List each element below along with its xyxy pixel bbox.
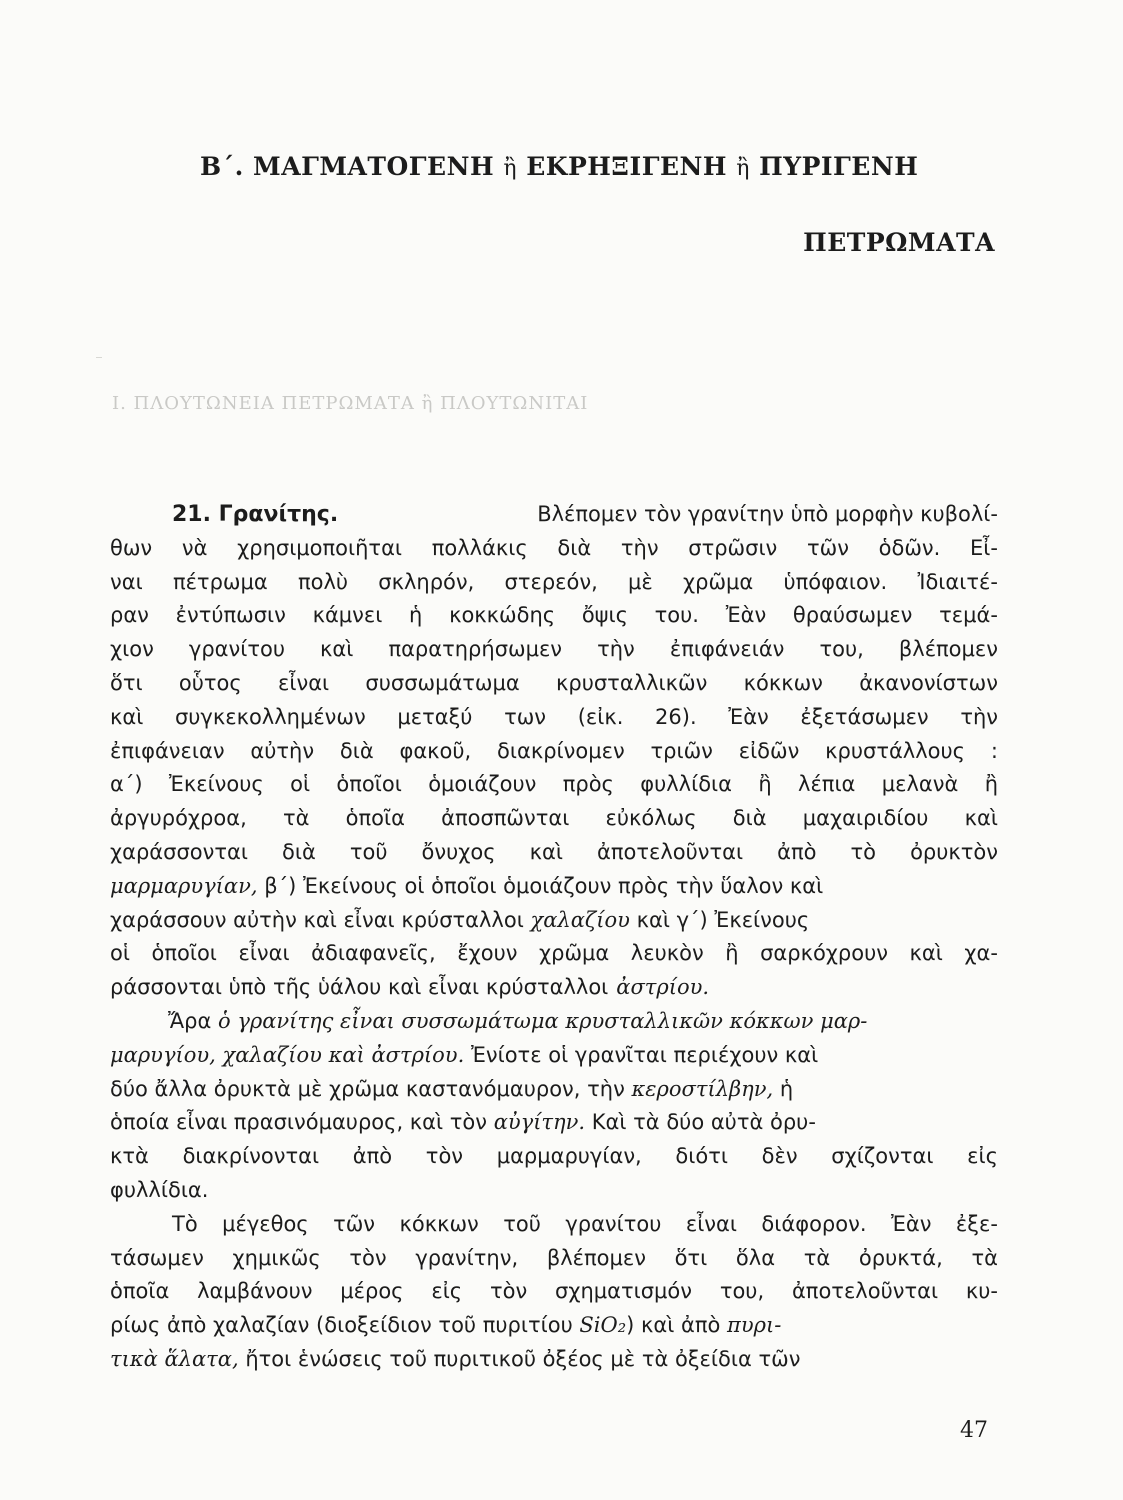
word: δὲν xyxy=(761,1144,798,1169)
word: πολλάκις xyxy=(431,535,528,560)
word: τάσωμεν xyxy=(110,1245,204,1270)
word: αὐτὴν xyxy=(250,738,315,763)
line-text: β΄) Ἐκείνους οἱ ὁποῖοι ὁμοιάζουν πρὸς τὴν ὕαλον καὶ xyxy=(264,873,824,898)
chapter-title-part-3: ΠΥΡΙΓΕΝΗ xyxy=(759,152,919,181)
italic-term: πυρι- xyxy=(727,1313,782,1338)
text-line xyxy=(110,1343,998,1377)
line-text: φυλλίδια. xyxy=(110,1177,209,1202)
word: ὄψις xyxy=(581,603,628,628)
text-line xyxy=(110,667,998,701)
word: διάφορον. xyxy=(761,1211,867,1236)
word: διὰ xyxy=(557,535,592,560)
text-line xyxy=(110,1309,998,1343)
word: γρανίτην, xyxy=(415,1245,519,1270)
word: Ἐκείνους xyxy=(168,772,264,797)
word: φυλλίδια xyxy=(640,772,732,797)
word: κόκκων xyxy=(399,1211,479,1236)
word: χρῶμα xyxy=(683,569,754,594)
word: εἰς xyxy=(431,1279,463,1304)
paragraph-number-text: 21. xyxy=(172,502,211,527)
line-text: Καὶ τὰ δύο αὐτὰ ὀρυ- xyxy=(591,1110,816,1135)
word: ἀργυρόχροα, xyxy=(110,806,247,831)
word: τὴν xyxy=(597,637,635,662)
word: τὴν xyxy=(620,535,659,560)
word: κρυστάλλους xyxy=(825,738,965,763)
word: ἐξε- xyxy=(955,1211,998,1236)
word: τὸν xyxy=(425,1144,464,1169)
word: τῶν xyxy=(333,1211,376,1236)
word: βλέπομεν xyxy=(546,1245,646,1270)
word: κόκκων xyxy=(743,670,823,695)
word: πέτρωμα xyxy=(172,569,268,594)
word: διότι xyxy=(675,1144,728,1169)
word: τὸν xyxy=(349,1245,387,1270)
line-text: Ἄρα xyxy=(168,1008,212,1033)
line-text: ἤτοι ἑνώσεις τοῦ πυριτικοῦ ὀξέος μὲ τὰ ὀξείδια τῶν xyxy=(245,1346,801,1371)
word: ἢ xyxy=(725,941,739,966)
word: ἐπιφάνειαν xyxy=(110,738,225,763)
text-line xyxy=(110,802,998,836)
chapter-title-conjunction-2: ἢ xyxy=(736,156,750,181)
word: πρὸς xyxy=(562,772,614,797)
text-line xyxy=(110,1242,998,1276)
word: εἰδῶν xyxy=(738,738,800,763)
word: σχηματισμόν xyxy=(555,1279,692,1304)
word: ἀκανονίστων xyxy=(859,670,998,695)
word: ὅτι xyxy=(110,670,143,695)
text-line xyxy=(110,1073,998,1107)
word: σκληρόν, xyxy=(378,569,475,594)
word: ὁποῖα xyxy=(110,1279,170,1304)
word: ἀπὸ xyxy=(352,1144,393,1169)
italic-term: κεροστίλβην, xyxy=(631,1076,774,1101)
word: ἐξετάσωμεν xyxy=(800,704,929,729)
word: θων xyxy=(110,535,153,560)
word: ναι xyxy=(110,569,143,594)
word: καὶ xyxy=(529,839,563,864)
text-line xyxy=(110,836,998,870)
word: φακοῦ, xyxy=(399,738,472,763)
word: συσσωμάτωμα xyxy=(365,670,520,695)
italic-term: ὁ γρανίτης εἶναι συσσωμάτωμα κρυσταλλικῶν κόκκων μαρ- xyxy=(218,1008,868,1033)
word: ἀποτελοῦνται xyxy=(791,1279,939,1304)
word: α΄) xyxy=(110,772,143,797)
word: νὰ xyxy=(181,535,208,560)
text-line xyxy=(110,735,998,769)
line-text: χαράσσουν αὐτὴν καὶ εἶναι κρύσταλλοι xyxy=(110,907,524,932)
word: ἡ xyxy=(409,603,423,628)
word: καὶ xyxy=(964,806,998,831)
word: χαράσσονται xyxy=(110,839,248,864)
text-line xyxy=(110,498,998,532)
word: ὄνυχος xyxy=(421,839,496,864)
word: θραύσωμεν xyxy=(792,603,913,628)
word: οἱ xyxy=(110,941,130,966)
word: μελανὰ xyxy=(881,772,959,797)
word: ἀδιαφανεῖς, xyxy=(311,941,436,966)
word: του, xyxy=(719,1279,765,1304)
word: σχίζονται xyxy=(831,1144,934,1169)
text-line xyxy=(110,1208,998,1242)
line-text: Βλέπομεν τὸν γρανίτην ὑπὸ μορφὴν κυβολί- xyxy=(537,502,998,526)
word: Τὸ xyxy=(172,1211,198,1236)
chapter-title-part-1: Β΄. ΜΑΓΜΑΤΟΓΕΝΗ xyxy=(200,152,495,181)
word: μαρμαρυγίαν, xyxy=(496,1144,642,1169)
word: μέγεθος xyxy=(222,1211,309,1236)
word: ὁποῖοι xyxy=(151,941,217,966)
word: στερεόν, xyxy=(504,569,598,594)
text-line xyxy=(110,937,998,971)
word: ὅτι xyxy=(674,1245,708,1270)
word: τὰ xyxy=(803,1245,831,1270)
word: ἢ xyxy=(758,772,772,797)
word: μὲ xyxy=(628,569,653,594)
word: συγκεκολλημένων xyxy=(174,704,366,729)
word: κτὰ xyxy=(110,1144,149,1169)
word: εἶναι xyxy=(238,941,290,966)
page-number: 47 xyxy=(960,1418,988,1443)
word: γρανίτου xyxy=(565,1211,662,1236)
text-line xyxy=(110,1174,998,1208)
word: του. xyxy=(654,603,699,628)
word: τριῶν xyxy=(650,738,713,763)
text-line xyxy=(110,1005,998,1039)
italic-term: χαλαζίου xyxy=(530,907,630,932)
word: τοῦ xyxy=(503,1211,541,1236)
text-line xyxy=(110,1039,998,1073)
word: τοῦ xyxy=(349,839,388,864)
word: εἶναι xyxy=(278,670,330,695)
text-line xyxy=(110,701,998,735)
word: διὰ xyxy=(732,806,767,831)
word: κάμνει xyxy=(312,603,383,628)
word: τὴν xyxy=(960,704,998,729)
line-text: δύο ἄλλα ὀρυκτὰ μὲ χρῶμα καστανόμαυρον, τὴν xyxy=(110,1076,625,1101)
word: ραν xyxy=(110,603,149,628)
chemical-formula: SiO₂ xyxy=(579,1313,627,1338)
text-line xyxy=(110,566,998,600)
paragraph-number xyxy=(172,498,338,532)
word: ἐπιφάνειάν xyxy=(669,637,785,662)
text-line xyxy=(110,1106,998,1140)
word: Ἐὰν xyxy=(725,603,767,628)
word: διακρίνομεν xyxy=(497,738,625,763)
line-text: ρίως ἀπὸ χαλαζίαν (διοξείδιον τοῦ πυριτίου xyxy=(110,1313,573,1338)
word: χημικῶς xyxy=(232,1245,321,1270)
word: ὑπόφαιον. xyxy=(783,569,888,594)
word: 26). xyxy=(655,704,697,729)
italic-term: μαρμαρυγίαν, xyxy=(110,873,258,898)
word: ὁποῖα xyxy=(345,806,405,831)
italic-term: ἀστρίου. xyxy=(616,975,710,1000)
line-text: Ἐνίοτε οἱ γρανῖται περιέχουν καὶ xyxy=(470,1042,819,1067)
word: διὰ xyxy=(339,738,374,763)
word: του, xyxy=(819,637,864,662)
line-text: ἡ xyxy=(779,1076,794,1101)
word: ἢ xyxy=(984,772,998,797)
word: οἱ xyxy=(290,772,311,797)
chapter-title-line-2: ΠΕΤΡΩΜΑΤΑ xyxy=(803,228,995,257)
word: καὶ xyxy=(320,637,354,662)
word: λευκὸν xyxy=(630,941,704,966)
word: ἀποσπῶνται xyxy=(441,806,570,831)
word: σαρκόχρουν xyxy=(760,941,888,966)
word: ὀρυκτὸν xyxy=(910,839,998,864)
word: ὀρυκτά, xyxy=(858,1245,943,1270)
word: ἀποτελοῦνται xyxy=(597,839,744,864)
text-line xyxy=(110,633,998,667)
italic-term: μαρυγίου, χαλαζίου καὶ ἀστρίου. xyxy=(110,1042,465,1067)
word: χιον xyxy=(110,637,154,662)
chapter-title-line-1 xyxy=(200,152,995,181)
word: μεταξύ xyxy=(397,704,473,729)
word: τῶν xyxy=(806,535,849,560)
word: τὰ xyxy=(282,806,310,831)
word: παρατηρήσωμεν xyxy=(388,637,563,662)
italic-term: αὐγίτην. xyxy=(493,1110,586,1135)
word: διὰ xyxy=(281,839,316,864)
word: ἔχουν xyxy=(457,941,518,966)
word: εὐκόλως xyxy=(605,806,697,831)
word: λαμβάνουν xyxy=(197,1279,313,1304)
text-line xyxy=(110,870,998,904)
word: στρῶσιν xyxy=(688,535,778,560)
text-line xyxy=(110,768,998,802)
word: χρῶμα xyxy=(539,941,610,966)
paragraph-term: Γρανίτης. xyxy=(218,502,339,527)
word: καὶ xyxy=(110,704,144,729)
word: χρησιμοποιῆται xyxy=(237,535,403,560)
word: κοκκώδης xyxy=(449,603,556,628)
chapter-title-conjunction-1: ἢ xyxy=(503,156,517,181)
word: εἶναι xyxy=(685,1211,737,1236)
word: εἰς xyxy=(967,1144,998,1169)
word: των xyxy=(504,704,547,729)
word: τὸν xyxy=(489,1279,528,1304)
word: τεμά- xyxy=(939,603,998,628)
text-line xyxy=(110,1140,998,1174)
word: βλέπομεν xyxy=(898,637,998,662)
word: τὰ xyxy=(971,1245,998,1270)
word: καὶ xyxy=(909,941,943,966)
line-text: ὁποία εἶναι πρασινόμαυρος, καὶ τὸν xyxy=(110,1110,488,1135)
word: μέρος xyxy=(340,1279,404,1304)
word: Ἰδιαιτέ- xyxy=(917,569,998,594)
word: κυ- xyxy=(965,1279,998,1304)
line-text: ) καὶ ἀπὸ xyxy=(626,1313,721,1338)
word: διακρίνονται xyxy=(182,1144,320,1169)
word: : xyxy=(990,738,998,763)
word: πολὺ xyxy=(297,569,349,594)
word: ὁποῖοι xyxy=(336,772,402,797)
word: μαχαιριδίου xyxy=(802,806,929,831)
body-text xyxy=(110,498,998,1377)
word: χα- xyxy=(964,941,998,966)
text-line xyxy=(110,904,998,938)
word: Ἐὰν xyxy=(728,704,769,729)
word: γρανίτου xyxy=(188,637,285,662)
word: Ἐὰν xyxy=(890,1211,932,1236)
text-line xyxy=(110,532,998,566)
word: τὸ xyxy=(850,839,877,864)
word: ἀπὸ xyxy=(777,839,817,864)
italic-term: τικὰ ἅλατα, xyxy=(110,1346,239,1371)
word: ὁδῶν. xyxy=(878,535,941,560)
chapter-title-part-2: ΕΚΡΗΞΙΓΕΝΗ xyxy=(526,152,727,181)
line-text: καὶ γ΄) Ἐκείνους xyxy=(636,907,810,932)
word: (εἰκ. xyxy=(577,704,624,729)
word: Εἶ- xyxy=(970,535,998,560)
word: ὁμοιάζουν xyxy=(428,772,537,797)
word: λέπια xyxy=(798,772,856,797)
word: κρυσταλλικῶν xyxy=(556,670,708,695)
word: ἐντύπωσιν xyxy=(175,603,286,628)
text-line xyxy=(110,971,998,1005)
section-heading: Ι. ΠΛΟΥΤΩΝΕΙΑ ΠΕΤΡΩΜΑΤΑ ἢ ΠΛΟΥΤΩΝΙΤΑΙ xyxy=(112,393,589,414)
word: ὅλα xyxy=(735,1245,776,1270)
word: οὗτος xyxy=(178,670,242,695)
line-text: ράσσονται ὑπὸ τῆς ὑάλου καὶ εἶναι κρύσταλλοι xyxy=(110,975,609,1000)
scan-mark xyxy=(96,357,102,358)
text-line xyxy=(110,1275,998,1309)
text-line xyxy=(110,599,998,633)
